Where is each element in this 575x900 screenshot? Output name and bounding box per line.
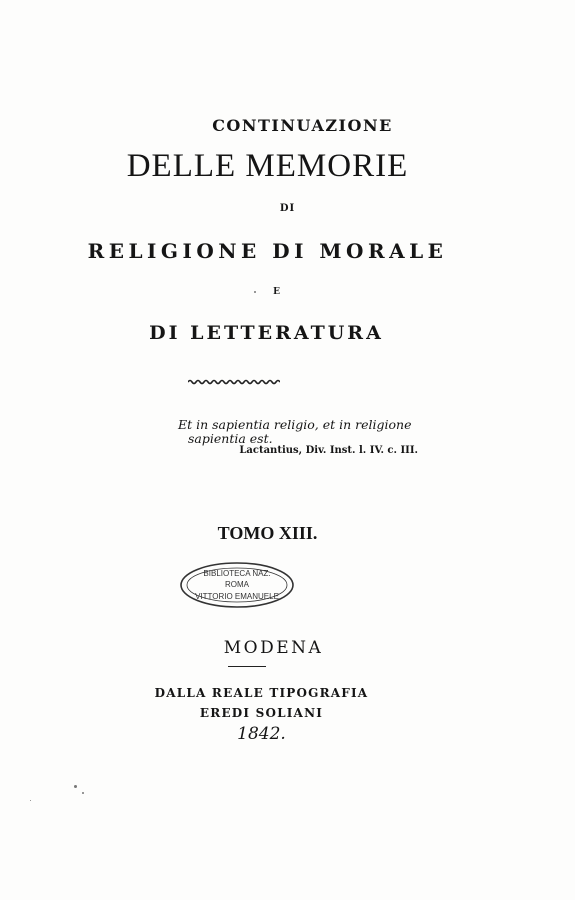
title-line-continuazione: CONTINUAZIONE <box>212 116 393 135</box>
volume-number: TOMO XIII. <box>217 523 318 543</box>
epigraph-line-2: sapientia est. <box>188 431 273 446</box>
imprint-year: 1842. <box>237 724 286 744</box>
stamp-line-2: ROMA <box>225 580 249 589</box>
imprint-rule <box>228 666 266 667</box>
imprint-publisher-1: DALLA REALE TIPOGRAFIA <box>154 686 369 700</box>
paper-speck <box>82 792 84 794</box>
title-line-letteratura: DI LETTERATURA <box>149 322 384 344</box>
epigraph-line-1: Et in sapientia religio, et in religione <box>178 417 412 432</box>
title-line-di: DI <box>279 203 296 214</box>
title-line-religione: RELIGIONE DI MORALE <box>87 239 448 263</box>
epigraph-source: Lactantius, Div. Inst. l. IV. c. III. <box>239 445 418 456</box>
paper-speck <box>74 785 77 788</box>
paper-speck <box>30 800 31 801</box>
imprint-publisher-2: EREDI SOLIANI <box>199 706 324 720</box>
epigraph <box>178 418 438 446</box>
title-line-e: E <box>273 287 280 297</box>
imprint-city: MODENA <box>223 638 324 658</box>
ornamental-rule <box>188 378 280 386</box>
stamp-line-3: VITTORIO EMANUELE <box>195 592 279 601</box>
stamp-line-1: BIBLIOTECA NAZ. <box>203 569 271 578</box>
title-line-delle-memorie: DELLE MEMORIE <box>126 148 409 184</box>
paper-speck <box>254 291 256 293</box>
library-stamp <box>178 560 296 610</box>
